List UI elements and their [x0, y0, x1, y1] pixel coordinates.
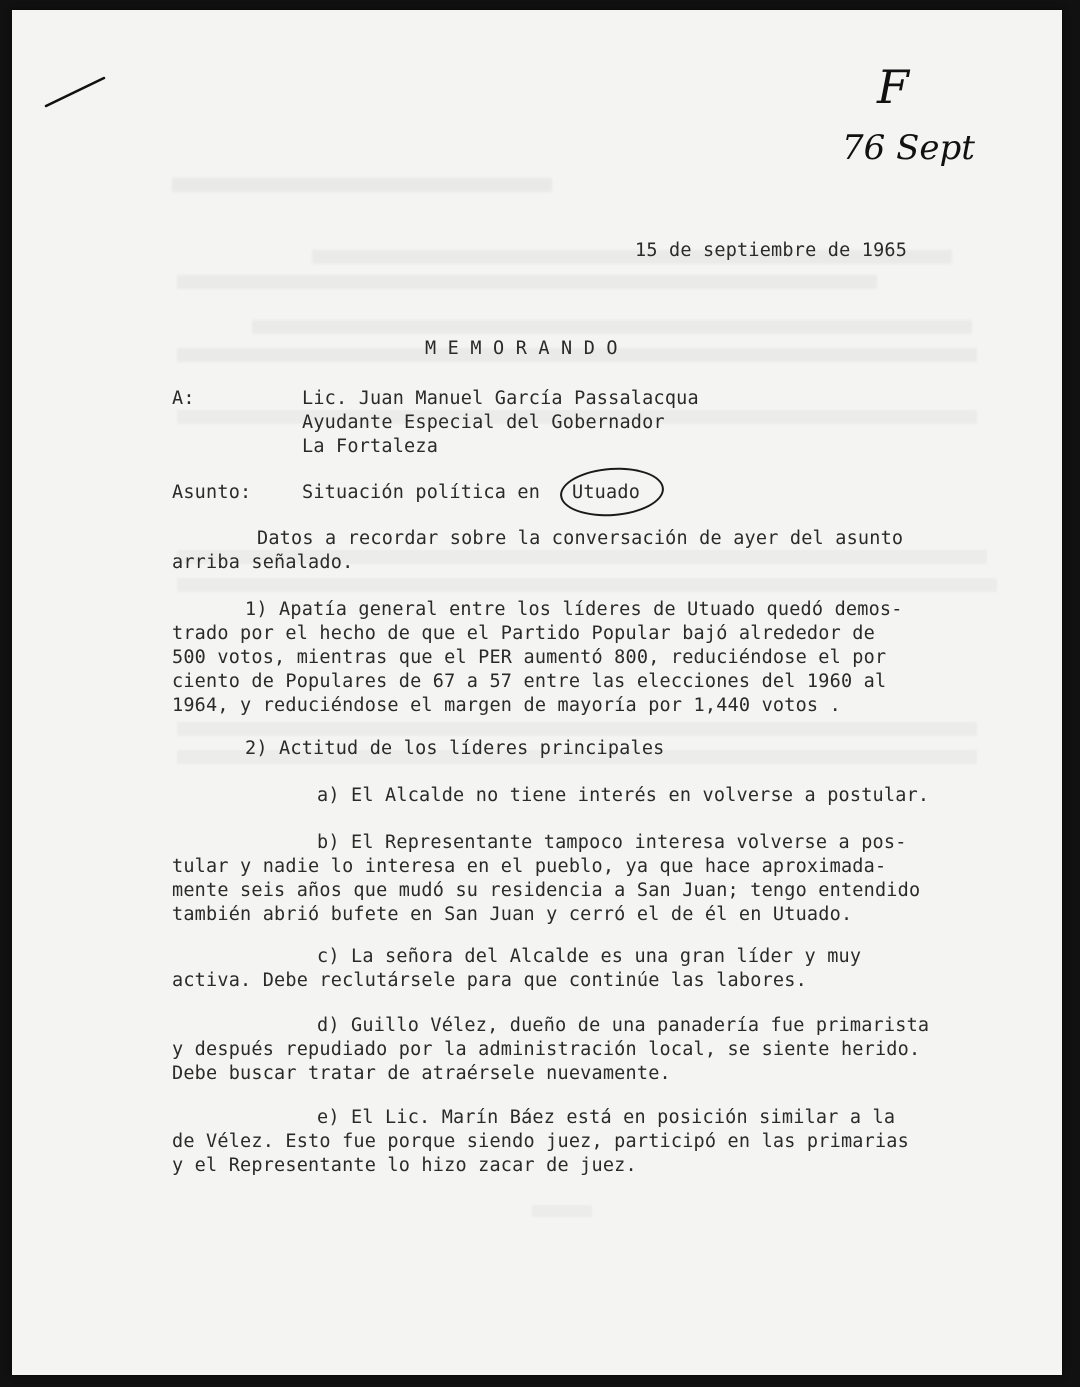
item1-line: 1) Apatía general entre los líderes de Utuado quedó demos- — [245, 599, 903, 620]
item-c-line: c) La señora del Alcalde es una gran líder y muy — [317, 946, 862, 967]
item-c-line: activa. Debe reclutársele para que continúe las labores. — [172, 970, 807, 991]
intro-line: Datos a recordar sobre la conversación de ayer del asunto — [257, 528, 904, 549]
handwritten-letter: F — [877, 60, 909, 114]
item-a-line: a) El Alcalde no tiene interés en volverse a postular. — [317, 785, 930, 806]
handwritten-circle — [558, 464, 665, 519]
to-label: A: — [172, 388, 195, 409]
item-d-line: y después repudiado por la administración local, se siente herido. — [172, 1039, 921, 1060]
item-e-line: e) El Lic. Marín Báez está en posición similar a la — [317, 1107, 896, 1128]
item-b-line: también abrió bufete en San Juan y cerró el de él en Utuado. — [172, 904, 853, 925]
memo-date: 15 de septiembre de 1965 — [635, 240, 908, 261]
handwritten-date-note: 76 Sept — [842, 128, 975, 168]
memo-title: M E M O R A N D O — [425, 338, 618, 359]
item-d-line: Debe buscar tratar de atraérsele nuevamente. — [172, 1063, 671, 1084]
subject-label: Asunto: — [172, 482, 252, 503]
bleed-through-line — [252, 320, 972, 334]
item-b-line: tular y nadie lo interesa en el pueblo, ya que hace aproximada- — [172, 856, 887, 877]
item1-line: 500 votos, mientras que el PER aumentó 800, reduciéndose el por — [172, 647, 887, 668]
subject-circled-word: Utuado — [572, 482, 641, 503]
item-b-line: b) El Representante tampoco interesa volverse a pos- — [317, 832, 907, 853]
item-e-line: y el Representante lo hizo zacar de juez. — [172, 1155, 637, 1176]
intro-line: arriba señalado. — [172, 552, 354, 573]
to-line: Lic. Juan Manuel García Passalacqua — [302, 388, 699, 409]
item1-line: ciento de Populares de 67 a 57 entre las elecciones del 1960 al — [172, 671, 887, 692]
subject-prefix: Situación política en — [302, 482, 541, 503]
item1-line: trado por el hecho de que el Partido Popular bajó alrededor de — [172, 623, 875, 644]
bleed-through-line — [172, 178, 552, 192]
bleed-through-line — [177, 275, 877, 289]
item2-heading: 2) Actitud de los líderes principales — [245, 738, 665, 759]
item-d-line: d) Guillo Vélez, dueño de una panadería fue primarista — [317, 1015, 930, 1036]
item-e-line: de Vélez. Esto fue porque siendo juez, participó en las primarias — [172, 1131, 909, 1152]
memo-page — [12, 10, 1062, 1375]
bleed-through-line — [177, 722, 977, 736]
item-b-line: mente seis años que mudó su residencia a San Juan; tengo entendido — [172, 880, 921, 901]
bleed-through-line — [532, 1205, 592, 1217]
to-line: Ayudante Especial del Gobernador — [302, 412, 665, 433]
bleed-through-line — [177, 578, 997, 592]
handwritten-slash-mark — [42, 72, 112, 112]
to-line: La Fortaleza — [302, 436, 439, 457]
item1-line: 1964, y reduciéndose el margen de mayoría por 1,440 votos . — [172, 695, 841, 716]
